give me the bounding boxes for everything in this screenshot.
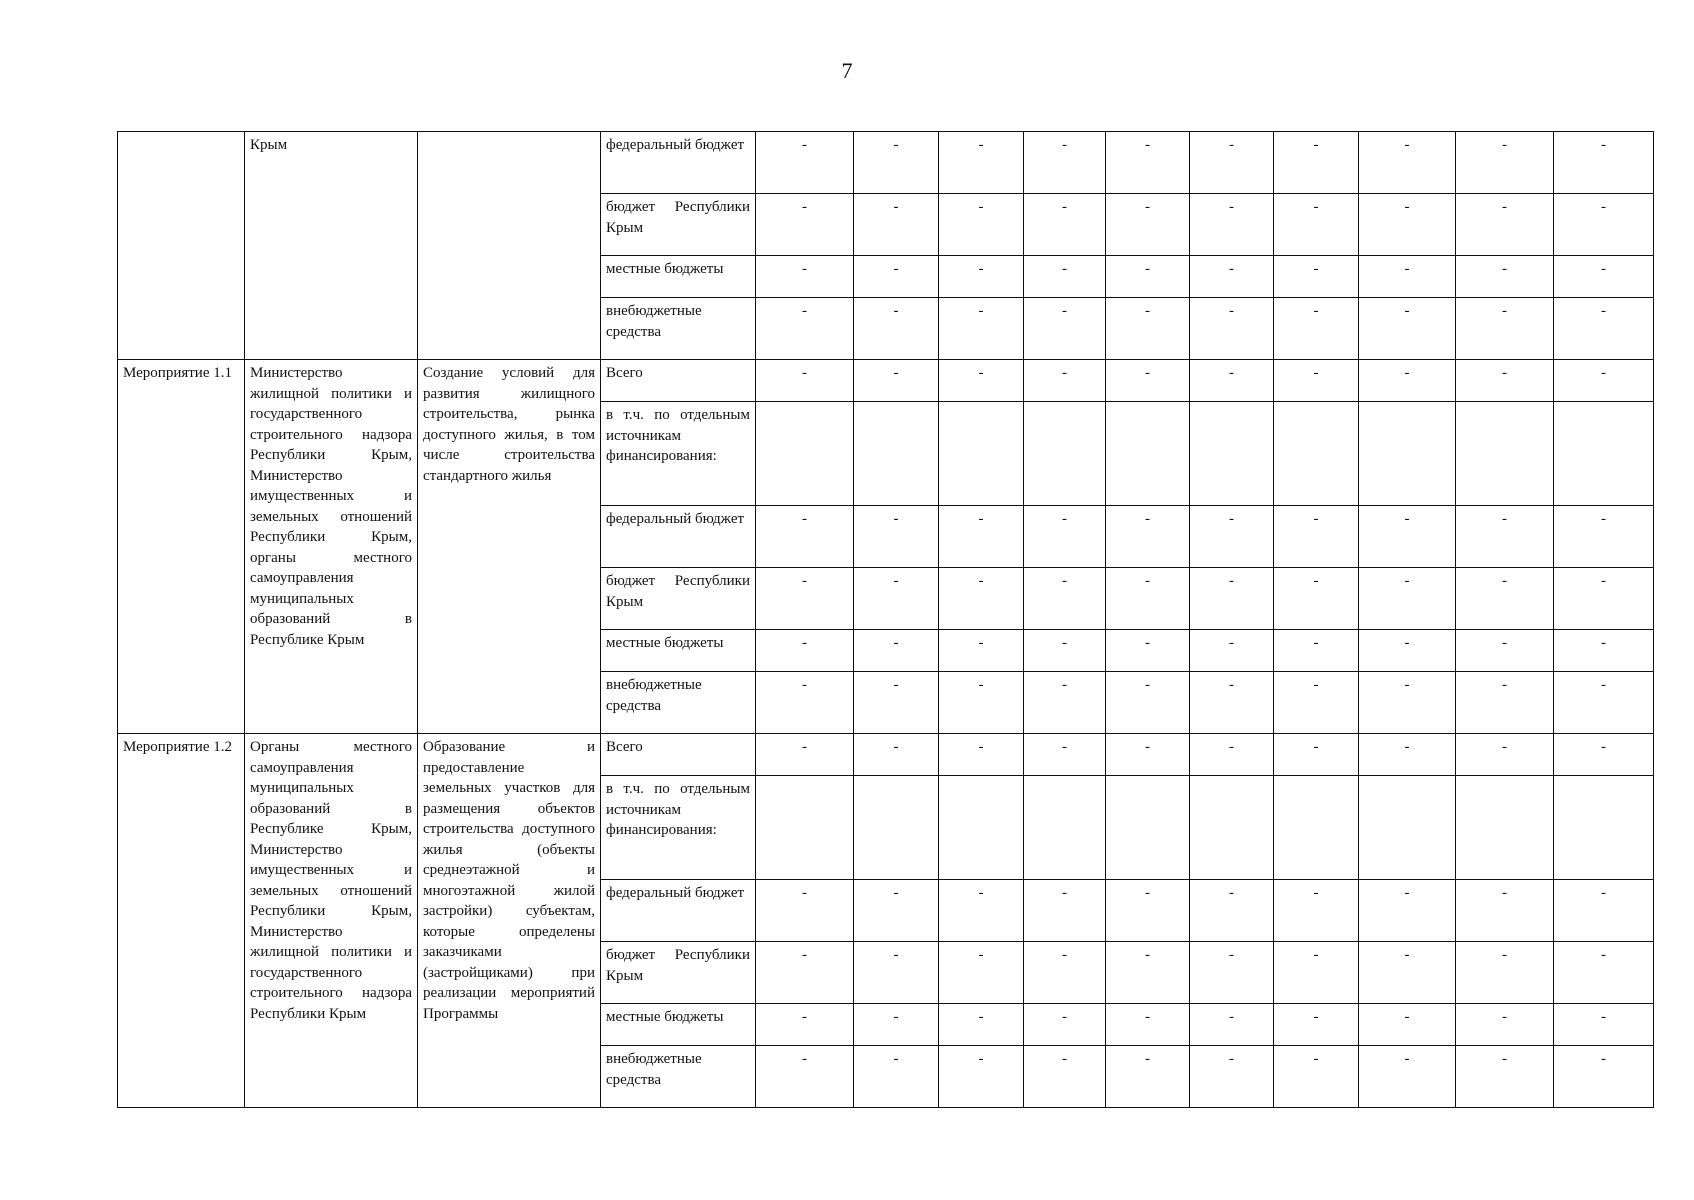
value-cell: - <box>1106 568 1190 630</box>
value-cell: - <box>1359 1046 1456 1108</box>
value-cell: - <box>854 360 939 402</box>
value-cell: - <box>1024 942 1106 1004</box>
activity-cell <box>118 132 245 360</box>
value-cell: - <box>1106 1046 1190 1108</box>
executor-cell: Органы местного самоуправления муниципальных образований в Республике Крым, Министерство имущественных и земельных отношений Республики Крым, Министерство жилищной политики и государственного строительного надзора Республики Крым <box>245 734 418 1108</box>
value-cell: - <box>1190 194 1274 256</box>
value-cell: - <box>854 1004 939 1046</box>
value-cell: - <box>756 568 854 630</box>
value-cell: - <box>1024 734 1106 776</box>
value-cell: - <box>939 630 1024 672</box>
funding-source-cell: федеральный бюджет <box>601 880 756 942</box>
value-cell <box>756 776 854 880</box>
table-row <box>118 734 1654 776</box>
description-cell: Образование и предоставление земельных участков для размещения объектов строительства доступного жилья (объекты среднеэтажной и многоэтажной жилой застройки) субъектам, которые определены заказчиками (застройщиками) при реализации мероприятий Программы <box>418 734 601 1108</box>
value-cell: - <box>1554 298 1654 360</box>
value-cell: - <box>1456 734 1554 776</box>
value-cell: - <box>1274 194 1359 256</box>
value-cell: - <box>1106 630 1190 672</box>
value-cell: - <box>756 360 854 402</box>
value-cell: - <box>1554 568 1654 630</box>
funding-source-cell: бюджет Республики Крым <box>601 194 756 256</box>
value-cell <box>1190 402 1274 506</box>
value-cell: - <box>1554 256 1654 298</box>
funding-source-cell: внебюджетные средства <box>601 298 756 360</box>
value-cell: - <box>1106 942 1190 1004</box>
value-cell: - <box>1106 132 1190 194</box>
value-cell: - <box>1456 1046 1554 1108</box>
funding-source-cell: Всего <box>601 360 756 402</box>
activity-cell: Мероприятие 1.1 <box>118 360 245 734</box>
value-cell: - <box>1359 880 1456 942</box>
value-cell: - <box>1190 360 1274 402</box>
value-cell: - <box>1024 630 1106 672</box>
value-cell: - <box>1554 942 1654 1004</box>
value-cell: - <box>756 880 854 942</box>
value-cell: - <box>854 256 939 298</box>
value-cell: - <box>939 360 1024 402</box>
activity-cell: Мероприятие 1.2 <box>118 734 245 1108</box>
value-cell: - <box>1554 506 1654 568</box>
value-cell <box>1554 402 1654 506</box>
value-cell: - <box>1190 942 1274 1004</box>
value-cell: - <box>1274 360 1359 402</box>
value-cell: - <box>939 194 1024 256</box>
value-cell: - <box>1456 506 1554 568</box>
value-cell <box>756 402 854 506</box>
value-cell: - <box>1554 132 1654 194</box>
value-cell: - <box>1456 1004 1554 1046</box>
value-cell: - <box>1456 132 1554 194</box>
value-cell <box>1554 776 1654 880</box>
value-cell: - <box>756 256 854 298</box>
page-number: 7 <box>841 58 853 83</box>
value-cell: - <box>1456 880 1554 942</box>
value-cell: - <box>1359 672 1456 734</box>
value-cell: - <box>939 880 1024 942</box>
value-cell: - <box>756 194 854 256</box>
value-cell: - <box>939 132 1024 194</box>
value-cell: - <box>1106 734 1190 776</box>
funding-source-cell: внебюджетные средства <box>601 672 756 734</box>
value-cell <box>854 776 939 880</box>
value-cell <box>1106 776 1190 880</box>
value-cell: - <box>1024 132 1106 194</box>
value-cell: - <box>1190 630 1274 672</box>
value-cell: - <box>854 734 939 776</box>
funding-source-cell: бюджет Республики Крым <box>601 942 756 1004</box>
value-cell: - <box>1359 132 1456 194</box>
value-cell: - <box>1106 256 1190 298</box>
description-cell: Создание условий для развития жилищного строительства, рынка доступного жилья, в том числе строительства стандартного жилья <box>418 360 601 734</box>
value-cell: - <box>1359 1004 1456 1046</box>
value-cell: - <box>1456 942 1554 1004</box>
value-cell: - <box>1554 1046 1654 1108</box>
value-cell: - <box>1274 942 1359 1004</box>
funding-source-cell: федеральный бюджет <box>601 132 756 194</box>
value-cell: - <box>1106 880 1190 942</box>
value-cell: - <box>854 942 939 1004</box>
value-cell: - <box>939 506 1024 568</box>
value-cell: - <box>1024 1046 1106 1108</box>
value-cell: - <box>1024 1004 1106 1046</box>
value-cell: - <box>1190 256 1274 298</box>
value-cell <box>1190 776 1274 880</box>
value-cell: - <box>1024 672 1106 734</box>
value-cell: - <box>1024 298 1106 360</box>
value-cell: - <box>1359 942 1456 1004</box>
value-cell: - <box>1190 880 1274 942</box>
table-row <box>118 132 1654 194</box>
value-cell <box>1274 402 1359 506</box>
value-cell: - <box>854 194 939 256</box>
value-cell: - <box>854 506 939 568</box>
value-cell: - <box>1456 568 1554 630</box>
funding-source-cell: внебюджетные средства <box>601 1046 756 1108</box>
value-cell: - <box>1024 880 1106 942</box>
funding-source-cell: бюджет Республики Крым <box>601 568 756 630</box>
value-cell: - <box>756 506 854 568</box>
executor-cell: Крым <box>245 132 418 360</box>
value-cell: - <box>854 298 939 360</box>
value-cell <box>1456 402 1554 506</box>
value-cell: - <box>1456 298 1554 360</box>
value-cell: - <box>756 298 854 360</box>
value-cell: - <box>1190 1046 1274 1108</box>
financing-table <box>117 131 1654 1108</box>
value-cell: - <box>1359 734 1456 776</box>
value-cell: - <box>1190 1004 1274 1046</box>
value-cell: - <box>1024 360 1106 402</box>
value-cell <box>1106 402 1190 506</box>
value-cell: - <box>1359 194 1456 256</box>
value-cell: - <box>1106 194 1190 256</box>
executor-cell: Министерство жилищной политики и государственного строительного надзора Республики Крым, Министерство имущественных и земельных отношений Республики Крым, органы местного самоуправления муниципальных образований в Республике Крым <box>245 360 418 734</box>
value-cell: - <box>1274 734 1359 776</box>
value-cell: - <box>1554 734 1654 776</box>
value-cell <box>1274 776 1359 880</box>
value-cell: - <box>756 132 854 194</box>
value-cell: - <box>1359 506 1456 568</box>
value-cell: - <box>939 734 1024 776</box>
value-cell: - <box>1190 672 1274 734</box>
value-cell: - <box>1274 630 1359 672</box>
value-cell: - <box>1554 1004 1654 1046</box>
value-cell: - <box>1554 630 1654 672</box>
value-cell <box>1359 776 1456 880</box>
value-cell: - <box>1274 298 1359 360</box>
value-cell: - <box>1274 132 1359 194</box>
value-cell: - <box>1554 360 1654 402</box>
value-cell: - <box>756 1004 854 1046</box>
value-cell: - <box>1190 734 1274 776</box>
funding-source-cell: в т.ч. по отдельным источникам финансирования: <box>601 402 756 506</box>
value-cell: - <box>854 568 939 630</box>
value-cell: - <box>854 630 939 672</box>
value-cell: - <box>1554 194 1654 256</box>
value-cell: - <box>1359 298 1456 360</box>
value-cell: - <box>854 672 939 734</box>
value-cell: - <box>1190 132 1274 194</box>
value-cell <box>1024 776 1106 880</box>
value-cell: - <box>939 672 1024 734</box>
funding-source-cell: местные бюджеты <box>601 1004 756 1046</box>
value-cell: - <box>939 942 1024 1004</box>
value-cell: - <box>1106 298 1190 360</box>
value-cell: - <box>1024 256 1106 298</box>
value-cell: - <box>939 256 1024 298</box>
value-cell: - <box>939 298 1024 360</box>
value-cell: - <box>1190 298 1274 360</box>
value-cell: - <box>1456 630 1554 672</box>
value-cell: - <box>1106 506 1190 568</box>
description-cell <box>418 132 601 360</box>
value-cell: - <box>756 942 854 1004</box>
value-cell: - <box>756 672 854 734</box>
value-cell: - <box>1190 568 1274 630</box>
value-cell: - <box>1359 630 1456 672</box>
value-cell: - <box>1554 880 1654 942</box>
funding-source-cell: федеральный бюджет <box>601 506 756 568</box>
value-cell: - <box>1554 672 1654 734</box>
value-cell <box>854 402 939 506</box>
value-cell: - <box>1274 506 1359 568</box>
value-cell: - <box>1024 506 1106 568</box>
value-cell: - <box>756 734 854 776</box>
value-cell: - <box>756 630 854 672</box>
value-cell: - <box>1274 256 1359 298</box>
value-cell: - <box>1456 256 1554 298</box>
value-cell: - <box>939 568 1024 630</box>
value-cell <box>939 776 1024 880</box>
value-cell: - <box>1274 672 1359 734</box>
value-cell: - <box>756 1046 854 1108</box>
funding-source-cell: в т.ч. по отдельным источникам финансирования: <box>601 776 756 880</box>
value-cell: - <box>854 132 939 194</box>
value-cell: - <box>1106 360 1190 402</box>
funding-source-cell: местные бюджеты <box>601 256 756 298</box>
value-cell: - <box>1274 568 1359 630</box>
value-cell: - <box>1106 1004 1190 1046</box>
value-cell: - <box>939 1004 1024 1046</box>
funding-source-cell: Всего <box>601 734 756 776</box>
value-cell: - <box>1274 880 1359 942</box>
value-cell: - <box>1359 256 1456 298</box>
value-cell <box>1456 776 1554 880</box>
value-cell <box>1359 402 1456 506</box>
value-cell: - <box>1190 506 1274 568</box>
value-cell: - <box>1359 360 1456 402</box>
value-cell: - <box>1274 1004 1359 1046</box>
value-cell: - <box>1456 194 1554 256</box>
value-cell <box>1024 402 1106 506</box>
value-cell: - <box>854 880 939 942</box>
value-cell: - <box>1456 672 1554 734</box>
value-cell: - <box>1106 672 1190 734</box>
value-cell: - <box>1274 1046 1359 1108</box>
value-cell: - <box>1456 360 1554 402</box>
value-cell: - <box>1359 568 1456 630</box>
value-cell: - <box>939 1046 1024 1108</box>
funding-source-cell: местные бюджеты <box>601 630 756 672</box>
value-cell: - <box>1024 194 1106 256</box>
table-row <box>118 360 1654 402</box>
value-cell: - <box>854 1046 939 1108</box>
value-cell: - <box>1024 568 1106 630</box>
value-cell <box>939 402 1024 506</box>
